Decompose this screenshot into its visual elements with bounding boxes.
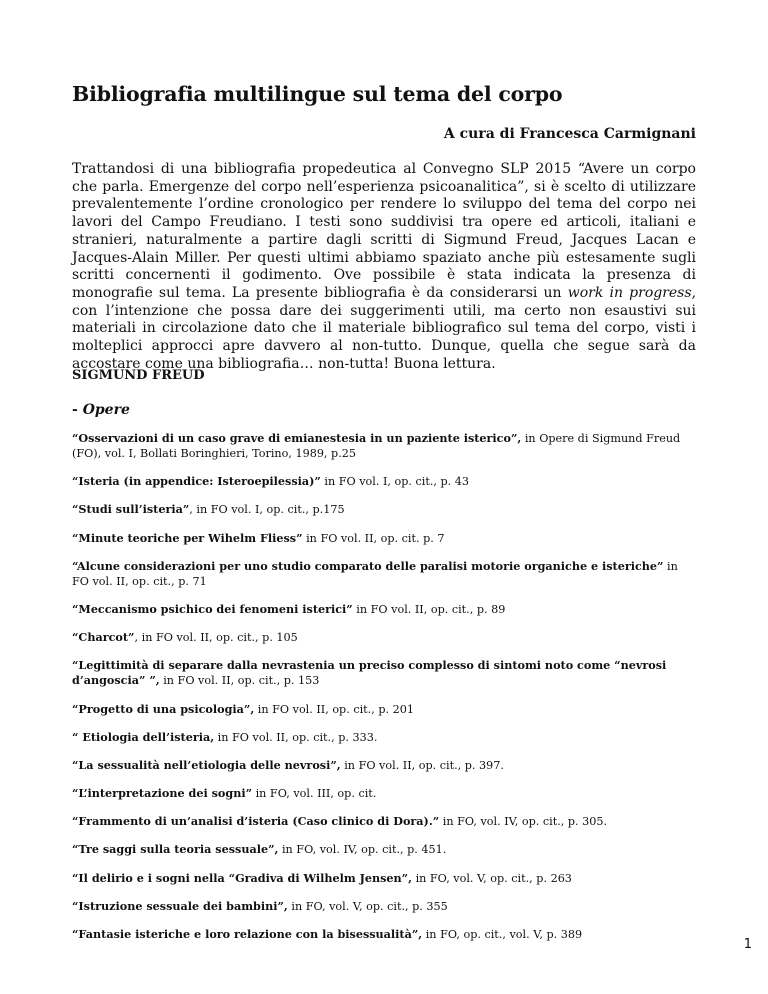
entry-title: “Meccanismo psichico dei fenomeni isterici” bbox=[72, 601, 353, 616]
bibliography-entry bbox=[72, 758, 696, 773]
entry-title: “ Etiologia dell’isteria, bbox=[72, 729, 215, 744]
entry-citation: in FO, vol. V, op. cit., p. 263 bbox=[412, 871, 572, 885]
entry-title: “Alcune considerazioni per uno studio comparato delle paralisi motorie organiche e isteriche” bbox=[72, 558, 664, 573]
entry-title: “Isteria (in appendice: Isteroepilessia)” bbox=[72, 474, 321, 489]
bibliography-entry bbox=[72, 871, 696, 886]
entry-citation: in FO vol. I, op. cit., p. 43 bbox=[320, 475, 470, 489]
bibliography-entry bbox=[72, 502, 696, 517]
entry-title: “Osservazioni di un caso grave di emianestesia in un paziente isterico”, bbox=[72, 431, 522, 445]
entry-citation: in Opere di Sigmund Freud (FO), vol. I, Bollati Boringhieri, Torino, 1989, p.25 bbox=[72, 432, 681, 460]
bibliography-list bbox=[72, 431, 696, 955]
bibliography-entry bbox=[72, 702, 696, 717]
intro-text-1: Trattandosi di una bibliografia propedeutica al Convegno SLP 2015 “Avere un corpo che parla. Emergenze del corpo nell’esperienza psicoanalitica”, si è scelto di utilizzare prevalentemente l’ordine cronologico per rendere lo sviluppo del tema del corpo nei lavori del Campo Freudiano. I testi sono suddivisi tra opere ed articoli, italiani e stranieri, naturalmente a partire dagli scritti di Sigmund Freud, Jacques Lacan e Jacques-Alain Miller. Per questi ultimi abbiamo spaziato anche più estesamente sugli scritti concernenti il godimento. Ove possibile è stata indicata la presenza di monografie sul tema. La presente bibliografia è da considerarsi un bbox=[72, 161, 696, 301]
bibliography-entry bbox=[72, 658, 696, 688]
entry-citation: in FO vol. II, op. cit., p. 71 bbox=[72, 559, 678, 588]
entry-citation: , in FO vol. I, op. cit., p.175 bbox=[189, 503, 345, 517]
entry-title: “Tre saggi sulla teoria sessuale”, bbox=[72, 842, 279, 857]
entry-citation: in FO vol. II, op. cit., p. 89 bbox=[352, 602, 506, 616]
entry-title: “Legittimità di separare dalla nevrastenia un preciso complesso di sintomi noto come “nevrosi d’angoscia” ”, bbox=[72, 658, 667, 688]
intro-text-2: , con l’intenzione che possa dare dei suggerimenti utili, ma certo non esaustivi sui materiali in circolazione dato che il materiale bibliografico sul tema del corpo, visti i molteplici approcci apre davvero al non-tutto. Dunque, quella che segue sarà da accostare come una bibliografia… non-tutta! Buona lettura. bbox=[72, 284, 697, 372]
bibliography-entry bbox=[72, 786, 696, 801]
entry-title: “Progetto di una psicologia”, bbox=[72, 701, 255, 716]
subsection-label: Opere bbox=[82, 402, 130, 418]
bibliography-entry bbox=[72, 559, 696, 589]
bibliography-entry bbox=[72, 899, 696, 914]
entry-citation: in FO, vol. III, op. cit. bbox=[252, 787, 377, 801]
bibliography-entry bbox=[72, 730, 696, 745]
entry-citation: in FO, op. cit., vol. V, p. 389 bbox=[422, 928, 583, 941]
entry-title: “Il delirio e i sogni nella “Gradiva di Wilhelm Jensen”, bbox=[72, 870, 413, 885]
entry-citation: in FO vol. II, op. cit., p. 153 bbox=[159, 674, 320, 688]
entry-title: “Fantasie isteriche e loro relazione con la bisessualità”, bbox=[72, 927, 423, 941]
entry-title: “Minute teoriche per Wihelm Fliess” bbox=[72, 530, 303, 545]
entry-citation: , in FO vol. II, op. cit., p. 105 bbox=[134, 631, 298, 645]
intro-paragraph bbox=[72, 161, 696, 373]
bibliography-entry bbox=[72, 531, 696, 546]
bibliography-entry bbox=[72, 431, 696, 461]
entry-title: “La sessualità nell’etiologia delle nevrosi”, bbox=[72, 757, 341, 772]
entry-title: “Frammento di un’analisi d’isteria (Caso clinico di Dora).” bbox=[72, 814, 440, 829]
curator-line: A cura di Francesca Carmignani bbox=[443, 126, 696, 142]
subsection-heading bbox=[72, 402, 130, 418]
entry-citation: in FO vol. II, op. cit., p. 397. bbox=[340, 758, 504, 772]
page-number: 1 bbox=[743, 937, 752, 952]
subsection-prefix: - bbox=[72, 402, 83, 418]
bibliography-entry bbox=[72, 842, 696, 857]
bibliography-entry bbox=[72, 630, 696, 645]
entry-title: “Istruzione sessuale dei bambini”, bbox=[72, 898, 288, 913]
entry-citation: in FO vol. II, op. cit., p. 333. bbox=[214, 730, 378, 744]
bibliography-entry bbox=[72, 474, 696, 489]
entry-citation: in FO, vol. IV, op. cit., p. 305. bbox=[439, 815, 608, 829]
entry-citation: in FO vol. II, op. cit., p. 201 bbox=[254, 702, 414, 716]
section-heading: SIGMUND FREUD bbox=[72, 368, 205, 383]
document-title: Bibliografia multilingue sul tema del corpo bbox=[72, 82, 563, 106]
bibliography-entry bbox=[72, 927, 696, 942]
bibliography-entry bbox=[72, 814, 696, 829]
entry-title: “Charcot” bbox=[72, 630, 135, 645]
entry-title: “L’interpretazione dei sogni” bbox=[72, 786, 253, 801]
entry-citation: in FO, vol. IV, op. cit., p. 451. bbox=[278, 843, 447, 857]
intro-italic-phrase: work in progress bbox=[567, 284, 692, 301]
bibliography-entry bbox=[72, 602, 696, 617]
entry-title: “Studi sull’isteria” bbox=[72, 502, 190, 517]
entry-citation: in FO vol. II, op. cit. p. 7 bbox=[302, 531, 445, 545]
entry-citation: in FO, vol. V, op. cit., p. 355 bbox=[287, 899, 448, 913]
